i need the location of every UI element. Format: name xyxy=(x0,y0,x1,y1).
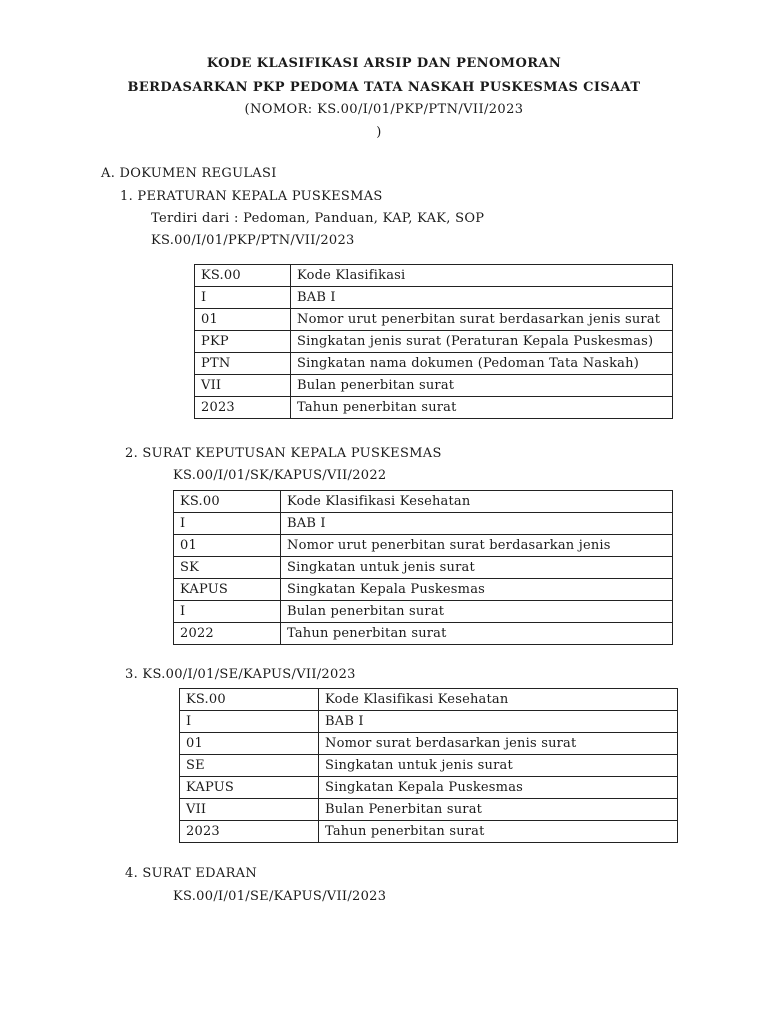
table-row xyxy=(174,601,673,623)
section-a-heading: A. DOKUMEN REGULASI xyxy=(101,166,277,181)
meaning-cell: Tahun penerbitan surat xyxy=(319,821,678,843)
item-2-heading: 2. SURAT KEPUTUSAN KEPALA PUSKESMAS xyxy=(125,446,442,461)
table-row xyxy=(180,711,678,733)
table-row xyxy=(195,331,673,353)
table-row xyxy=(174,557,673,579)
code-cell: KAPUS xyxy=(174,579,281,601)
table-row xyxy=(195,397,673,419)
meaning-cell: Nomor urut penerbitan surat berdasarkan jenis xyxy=(281,535,673,557)
item-3-table xyxy=(179,688,678,843)
table-row xyxy=(180,733,678,755)
code-cell: 2022 xyxy=(174,623,281,645)
document-title-line-2: BERDASARKAN PKP PEDOMA TATA NASKAH PUSKESMAS CISAAT xyxy=(127,80,641,95)
table-row xyxy=(174,513,673,535)
table-row xyxy=(180,799,678,821)
meaning-cell: Singkatan Kepala Puskesmas xyxy=(319,777,678,799)
table-row xyxy=(180,689,678,711)
item-2-code: KS.00/I/01/SK/KAPUS/VII/2022 xyxy=(173,468,387,483)
table-row xyxy=(195,353,673,375)
item-2-table xyxy=(173,490,673,645)
meaning-cell: Nomor surat berdasarkan jenis surat xyxy=(319,733,678,755)
code-cell: VII xyxy=(180,799,319,821)
table-row xyxy=(180,821,678,843)
meaning-cell: Tahun penerbitan surat xyxy=(291,397,673,419)
code-cell: PTN xyxy=(195,353,291,375)
meaning-cell: Singkatan untuk jenis surat xyxy=(319,755,678,777)
meaning-cell: Singkatan jenis surat (Peraturan Kepala Puskesmas) xyxy=(291,331,673,353)
code-cell: I xyxy=(195,287,291,309)
code-cell: 2023 xyxy=(180,821,319,843)
meaning-cell: Bulan Penerbitan surat xyxy=(319,799,678,821)
code-cell: KAPUS xyxy=(180,777,319,799)
code-cell: SE xyxy=(180,755,319,777)
meaning-cell: Singkatan nama dokumen (Pedoman Tata Naskah) xyxy=(291,353,673,375)
code-cell: I xyxy=(174,601,281,623)
item-1-table xyxy=(194,264,673,419)
meaning-cell: Bulan penerbitan surat xyxy=(291,375,673,397)
meaning-cell: Tahun penerbitan surat xyxy=(281,623,673,645)
document-title-line-1: KODE KLASIFIKASI ARSIP DAN PENOMORAN xyxy=(206,56,562,71)
meaning-cell: Singkatan untuk jenis surat xyxy=(281,557,673,579)
table-row xyxy=(195,309,673,331)
code-cell: VII xyxy=(195,375,291,397)
item-4-code: KS.00/I/01/SE/KAPUS/VII/2023 xyxy=(173,889,387,904)
document-number-close-paren: ) xyxy=(376,125,382,140)
code-cell: 01 xyxy=(180,733,319,755)
item-1-heading: 1. PERATURAN KEPALA PUSKESMAS xyxy=(120,189,383,204)
document-number: (NOMOR: KS.00/I/01/PKP/PTN/VII/2023 xyxy=(244,102,524,117)
code-cell: KS.00 xyxy=(195,265,291,287)
table-row xyxy=(174,535,673,557)
code-cell: KS.00 xyxy=(174,491,281,513)
meaning-cell: Kode Klasifikasi xyxy=(291,265,673,287)
meaning-cell: Singkatan Kepala Puskesmas xyxy=(281,579,673,601)
table-row xyxy=(180,777,678,799)
item-1-code: KS.00/I/01/PKP/PTN/VII/2023 xyxy=(151,233,355,248)
item-3-heading: 3. KS.00/I/01/SE/KAPUS/VII/2023 xyxy=(125,667,356,682)
table-row xyxy=(174,623,673,645)
meaning-cell: Kode Klasifikasi Kesehatan xyxy=(319,689,678,711)
code-cell: I xyxy=(180,711,319,733)
item-1-description: Terdiri dari : Pedoman, Panduan, KAP, KAK, SOP xyxy=(151,211,485,226)
code-cell: 01 xyxy=(174,535,281,557)
table-row xyxy=(195,375,673,397)
code-cell: 01 xyxy=(195,309,291,331)
meaning-cell: BAB I xyxy=(319,711,678,733)
table-row xyxy=(195,265,673,287)
code-cell: PKP xyxy=(195,331,291,353)
meaning-cell: BAB I xyxy=(291,287,673,309)
meaning-cell: Bulan penerbitan surat xyxy=(281,601,673,623)
code-cell: 2023 xyxy=(195,397,291,419)
code-cell: SK xyxy=(174,557,281,579)
table-row xyxy=(195,287,673,309)
table-row xyxy=(174,579,673,601)
code-cell: I xyxy=(174,513,281,535)
table-row xyxy=(174,491,673,513)
item-4-heading: 4. SURAT EDARAN xyxy=(125,866,258,881)
meaning-cell: Kode Klasifikasi Kesehatan xyxy=(281,491,673,513)
meaning-cell: BAB I xyxy=(281,513,673,535)
table-row xyxy=(180,755,678,777)
code-cell: KS.00 xyxy=(180,689,319,711)
meaning-cell: Nomor urut penerbitan surat berdasarkan jenis surat xyxy=(291,309,673,331)
